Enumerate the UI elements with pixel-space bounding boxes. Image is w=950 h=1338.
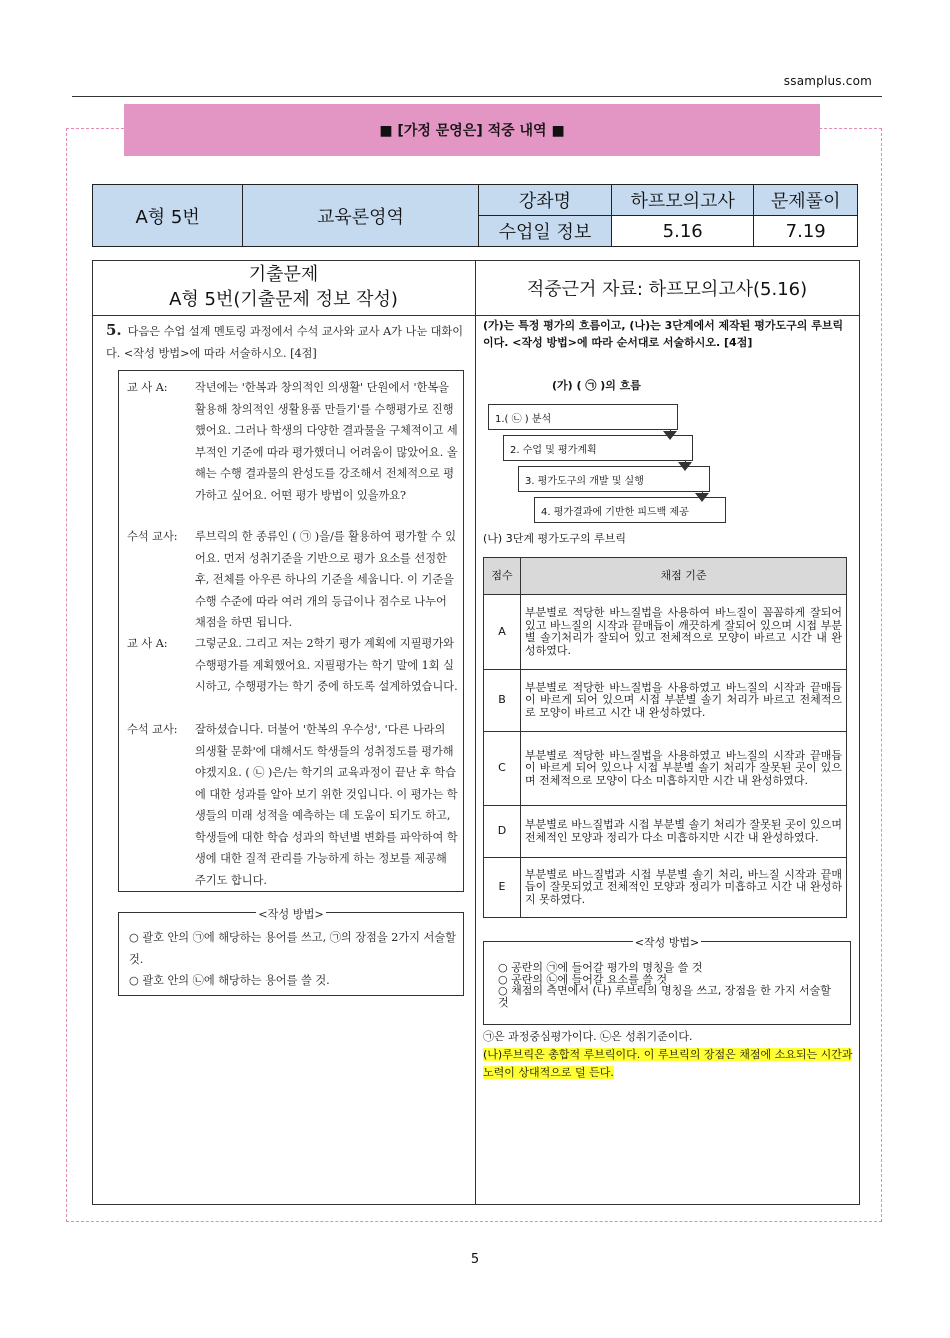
flow-arrow [678,462,692,471]
rubric-row [484,806,847,858]
course-name: 하프모의고사 [612,185,754,216]
rubric-row [484,732,847,806]
page-banner: ■ [가정 문영은] 적중 내역 ■ [124,104,820,156]
flow-arrow [695,493,709,502]
site-url: ssamplus.com [783,74,872,88]
right-method-title [484,934,850,950]
answer-highlight: (나)루브릭은 총합적 루브릭이다. 이 루브릭의 장점은 채점에 소요되는 시간과 노력이 상대적으로 덜 든다. [483,1048,853,1079]
rubric-desc: 부분별로 바느질법과 시접 부분별 솔기 처리가 잘못된 곳이 있으며 전체적인 모양과 정리가 다소 미흡하지만 시간 내 완성하였다. [521,806,847,858]
dialogue-text: 잘하셨습니다. 더불어 '한복의 우수성', '다른 나라의 의생활 문화'에 대해서도 학생들의 성취정도를 평가해야겠지요. ( ㉡ )은/는 학기의 교육과정이 끝난 후 학습에 대한 성과를 알아 보기 위한 것입니다. 이 평가는 학생들의 미래 성적을 예측하는 데 도움이 되기도 하고, 학생들에 대한 학습 성과의 학년별 변화를 파악하여 학생에 대한 질적 관리를 가능하게 하는 정보를 제공해 주기도 합니다. [195,723,458,887]
rubric-grade: C [484,732,521,806]
rubric-grade: A [484,595,521,670]
header-separator [92,315,859,316]
page-number: 5 [470,1252,480,1267]
flow-arrow [663,431,677,440]
date-label: 수업일 정보 [478,216,611,247]
flow-title: (가) ( ㉠ )의 흐름 [552,379,641,392]
right-method-box [483,936,851,1025]
right-method-item: ○ 공란의 ㉠에 들어갈 평가의 명칭을 쓸 것 [498,961,703,974]
left-method-item: ○ 괄호 안의 ㉡에 해당하는 용어를 쓸 것. [129,974,330,987]
rubric-row [484,670,847,732]
rubric-table [483,557,847,918]
question-text: 다음은 수업 설계 멘토링 과정에서 수석 교사와 교사 A가 나눈 대화이다. <작성 방법>에 따라 서술하시오. [4점] [106,325,464,360]
left-header [92,262,475,312]
dialogue-text: 작년에는 '한복과 창의적인 의생활' 단원에서 '한복을 활용해 창의적인 생활용품 만들기'를 수행평가로 진행했어요. 그러나 학생의 다양한 결과물을 구체적이고 세부적인 기준에 따라 평가했더니 어려움이 많았어요. 올해는 수행 결과물의 완성도를 강조해서 전체적으로 평가하고 싶어요. 어떤 평가 방법이 있을까요? [195,381,458,502]
speaker: 수석 교사: [127,530,178,543]
rubric-grade: E [484,858,521,918]
flow-step-1: 1.( ㉡ ) 분석 [488,404,678,430]
rubric-desc: 부분별로 적당한 바느질법을 사용하였고 바느질의 시작과 끝매듭이 바르게 되어 있으나 시접 부분별 솔기 처리가 잘못된 곳이 있으며 전체적으로 모양이 다소 미흡하지만 시간 내 완성하였다. [521,732,847,806]
dialogue-box [118,370,464,892]
dialogue-line [127,633,457,719]
right-method-list [498,962,838,1008]
left-method-box [118,908,464,996]
question-number: 5. [106,321,122,339]
answer-line-1: ㉠은 과정중심평가이다. ㉡은 성취기준이다. [483,1030,693,1043]
rubric-title: (나) 3단계 평가도구의 루브릭 [483,532,626,545]
session-name: 문제풀이 [754,185,858,216]
right-question: (가)는 특정 평가의 흐름이고, (나)는 3단계에서 제작된 평가도구의 루브릭이다. <작성 방법>에 따라 순서대로 서술하시오. [4점] [483,319,844,349]
speaker: 수석 교사: [127,723,178,736]
left-header-line1: 기출문제 [248,264,319,285]
left-method-title-text: <작성 방법> [258,908,324,921]
flow-step-4: 4. 평가결과에 기반한 피드백 제공 [534,497,726,523]
dialogue-text: 그렇군요. 그리고 저는 2학기 평가 계획에 지필평가와 수행평가를 계획했어요. 지필평가는 학기 말에 1회 실시하고, 수행평가는 학기 중에 하도록 설계하였습니다. [195,637,458,693]
dialogue-line [127,719,457,889]
rubric-header-criteria: 채점 기준 [521,558,847,595]
exam-cell: A형 5번 [93,185,243,247]
question-5 [106,320,466,364]
dialogue-line [127,377,457,521]
flow-step-3: 3. 평가도구의 개발 및 실행 [518,466,710,492]
rubric-row [484,858,847,918]
rubric-desc: 부분별로 적당한 바느질법을 사용하였고 바느질의 시작과 끝매듭이 바르게 되어 있으며 시접 부분별 솔기 처리가 바르고 전체적으로 모양이 바르고 시간 내 완성하였다. [521,670,847,732]
right-header: 적중근거 자료: 하프모의고사(5.16) [526,279,808,300]
right-method-item: ○ 공란의 ㉡에 들어갈 요소를 쓸 것 [498,972,668,986]
rubric-grade: B [484,670,521,732]
rubric-row [484,595,847,670]
left-method-item: ○ 괄호 안의 ㉠에 해당하는 용어를 쓰고, ㉠의 장점을 2가지 서술할 것. [129,931,456,966]
right-method-item: ○ 채점의 측면에서 (나) 루브릭의 명칭을 쓰고, 장점을 한 가지 서술할 것 [498,984,831,1009]
rubric-desc: 부분별로 적당한 바느질법을 사용하여 바느질이 꼼꼼하게 잘되어 있고 바느질의 시작과 끝매듭이 깨끗하게 잘되어 있으며 시접 부분별 솔기처리가 잘되어 있고 전체적으로 모양이 바르고 시간 내 완성하였다. [521,595,847,670]
dialogue-line [127,526,457,634]
area-cell: 교육론영역 [243,185,479,247]
answer-line-2 [483,1046,853,1082]
rubric-grade: D [484,806,521,858]
course-label: 강좌명 [478,185,611,216]
info-table [92,184,858,247]
left-header-line2: A형 5번(기출문제 정보 작성) [169,289,398,310]
date-2: 7.19 [754,216,858,247]
header-rule [72,96,882,97]
column-divider [475,260,476,1204]
speaker: 교 사 A: [127,381,168,394]
left-method-title [119,904,463,926]
date-1: 5.16 [612,216,754,247]
right-method-title-text: <작성 방법> [634,936,700,949]
flow-step-2: 2. 수업 및 평가계획 [503,435,693,461]
dialogue-text: 루브릭의 한 종류인 ( ㉠ )을/를 활용하여 평가할 수 있어요. 먼저 성취기준을 기반으로 평가 요소를 선정한 후, 전체를 아우른 하나의 기준을 세웁니다. 이 기준을 수행 수준에 따라 여러 개의 등급이나 점수로 나누어 채점을 하면 됩니다. [195,530,457,629]
rubric-header-score: 점수 [484,558,521,595]
answer-block [483,1028,853,1082]
rubric-desc: 부분별로 바느질법과 시접 부분별 솔기 처리, 바느질 시작과 끝매듭이 잘못되었고 전체적인 모양과 정리가 미흡하고 시간 내 완성하지 못하였다. [521,858,847,918]
speaker: 교 사 A: [127,637,168,650]
